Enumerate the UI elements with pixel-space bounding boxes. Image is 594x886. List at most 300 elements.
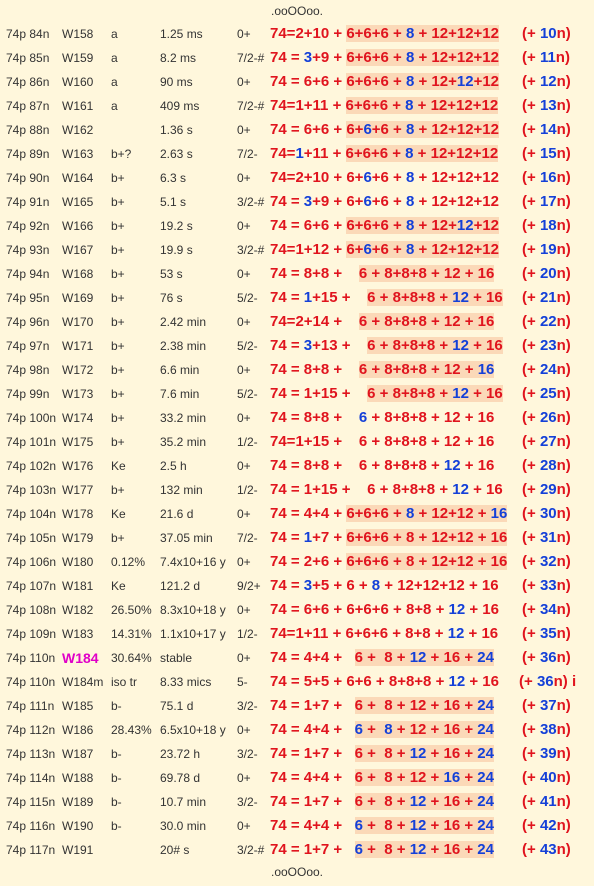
- halflife-cell: 30.0 min: [160, 819, 207, 833]
- formula-segment: 6 + 8+8+8 + 12 + 16: [358, 265, 495, 282]
- table-row: [0, 22, 594, 46]
- decomposition-formula: [270, 289, 503, 307]
- halflife-cell: 2.38 min: [160, 339, 207, 353]
- decay-cell: b+: [111, 219, 125, 233]
- formula-segment: 8: [405, 121, 415, 138]
- formula-segment: 16: [477, 361, 495, 378]
- table-row: [0, 598, 594, 622]
- formula-segment: +7 +: [312, 529, 347, 546]
- spin-cell: 9/2+: [237, 579, 261, 593]
- table-row: [0, 358, 594, 382]
- formula-segment: 24: [477, 697, 494, 714]
- decomposition-formula: [270, 313, 494, 331]
- decomposition-formula: [270, 433, 494, 451]
- spin-cell: 3/2-#: [237, 843, 265, 857]
- halflife-cell: 35.2 min: [160, 435, 207, 449]
- nuclide-cell: 74p 87n: [6, 99, 50, 113]
- table-row: [0, 670, 594, 694]
- neutron-excess: (+ 17n): [522, 193, 571, 210]
- table-row: [0, 454, 594, 478]
- formula-segment: 24: [477, 817, 494, 834]
- isotope-cell: W160: [62, 75, 94, 89]
- table-row: [0, 118, 594, 142]
- neutron-excess: (+ 28n): [522, 457, 571, 474]
- neutron-excess: (+ 14n): [522, 121, 571, 138]
- isotope-cell: W187: [62, 747, 94, 761]
- formula-segment: + 12+12+12: [414, 25, 499, 42]
- formula-segment: 74 =: [270, 337, 304, 354]
- isotope-cell: W172: [62, 363, 94, 377]
- halflife-cell: 6.3 s: [160, 171, 187, 185]
- decay-cell: a: [111, 75, 118, 89]
- nuclide-cell: 74p 111n: [6, 699, 55, 713]
- formula-segment: 12: [409, 745, 427, 762]
- table-row: [0, 550, 594, 574]
- spin-cell: 0+: [237, 123, 251, 137]
- halflife-cell: 19.9 s: [160, 243, 193, 257]
- decay-cell: 14.31%: [111, 627, 152, 641]
- decay-cell: b+: [111, 195, 125, 209]
- formula-segment: +13 +: [312, 337, 368, 354]
- nuclide-cell: 74p 109n: [6, 627, 57, 641]
- decay-cell: b+: [111, 291, 125, 305]
- decay-cell: b+: [111, 339, 125, 353]
- spin-cell: 0+: [237, 723, 251, 737]
- nuclide-cell: 74p 116n: [6, 819, 56, 833]
- decomposition-formula: [270, 385, 503, 403]
- nuclide-cell: 74p 105n: [6, 531, 57, 545]
- formula-segment: 1: [303, 289, 313, 306]
- table-row: [0, 838, 594, 862]
- formula-segment: 6: [363, 241, 372, 258]
- decomposition-formula: [270, 697, 494, 715]
- nuclide-cell: 74p 115n: [6, 795, 56, 809]
- isotope-cell: W178: [62, 507, 94, 521]
- formula-segment: +: [363, 721, 385, 738]
- nuclide-cell: 74p 91n: [6, 195, 50, 209]
- spin-cell: 0+: [237, 459, 251, 473]
- neutron-excess: (+ 37n): [522, 697, 571, 714]
- formula-segment: 16: [443, 769, 461, 786]
- formula-segment: 3: [303, 577, 313, 594]
- neutron-excess: (+ 11n): [522, 49, 570, 66]
- formula-segment: 6+6+6 +: [345, 145, 406, 162]
- formula-segment: 8: [405, 25, 415, 42]
- formula-segment: 8: [384, 721, 393, 738]
- formula-segment: 24: [477, 745, 494, 762]
- table-row: [0, 718, 594, 742]
- halflife-cell: 76 s: [160, 291, 183, 305]
- nuclide-cell: 74p 107n: [6, 579, 57, 593]
- formula-segment: 74 =: [270, 529, 304, 546]
- neutron-excess: (+ 10n): [522, 25, 571, 42]
- table-row: [0, 214, 594, 238]
- formula-segment: 8: [405, 145, 414, 162]
- formula-segment: 74 = 1+7 +: [270, 697, 355, 714]
- formula-segment: 12: [448, 601, 466, 618]
- decomposition-formula: [270, 121, 499, 139]
- nuclide-cell: 74p 99n: [6, 387, 50, 401]
- decay-cell: a: [111, 27, 118, 41]
- decay-cell: 28.43%: [111, 723, 152, 737]
- formula-segment: 6+6+6 + 8 + 12+12 + 16: [346, 529, 508, 546]
- isotope-cell: W185: [62, 699, 94, 713]
- formula-segment: +6 +: [371, 169, 406, 186]
- formula-segment: + 12+12+12: [413, 145, 499, 162]
- decay-cell: a: [111, 99, 118, 113]
- decomposition-formula: [270, 481, 503, 499]
- neutron-excess: (+ 21n): [522, 289, 571, 306]
- decomposition-formula: [270, 601, 499, 619]
- spin-cell: 5/2-: [237, 339, 258, 353]
- table-row: [0, 142, 594, 166]
- decomposition-formula: [270, 529, 507, 547]
- formula-segment: 6: [358, 409, 368, 426]
- formula-segment: 6 + 8+8+8 +: [367, 289, 453, 306]
- formula-segment: 6 + 8+8+8 + 12 +: [358, 361, 478, 378]
- ornament-top: .ooOOoo.: [270, 4, 324, 18]
- isotope-cell: W164: [62, 171, 94, 185]
- table-row: [0, 286, 594, 310]
- formula-segment: 8: [405, 73, 415, 90]
- decomposition-formula: [270, 769, 494, 787]
- nuclide-cell: 74p 104n: [6, 507, 57, 521]
- decomposition-formula: [270, 193, 499, 211]
- spin-cell: 3/2-#: [237, 243, 265, 257]
- halflife-cell: 6.5x10+18 y: [160, 723, 226, 737]
- formula-segment: +9 +: [312, 49, 347, 66]
- table-row: [0, 814, 594, 838]
- halflife-cell: 90 ms: [160, 75, 193, 89]
- formula-segment: +15 +: [312, 289, 368, 306]
- isotope-cell: W174: [62, 411, 94, 425]
- formula-segment: +5 + 6 +: [312, 577, 372, 594]
- isotope-cell: W182: [62, 603, 94, 617]
- formula-segment: 74 = 5+5 + 6+6 + 8+8+8 +: [270, 673, 449, 690]
- neutron-excess: (+ 43n): [522, 841, 571, 858]
- isotope-cell: W162: [62, 123, 94, 137]
- isotope-cell: W184m: [62, 675, 104, 689]
- table-row: [0, 790, 594, 814]
- decay-cell: Ke: [111, 507, 126, 521]
- table-row: [0, 334, 594, 358]
- formula-segment: + 12+12+12: [413, 97, 499, 114]
- formula-segment: + 12+12+12: [414, 169, 499, 186]
- decomposition-formula: [270, 409, 494, 427]
- neutron-excess: (+ 12n): [522, 73, 571, 90]
- isotope-cell: W177: [62, 483, 94, 497]
- spin-cell: 0+: [237, 555, 251, 569]
- formula-segment: 6+: [346, 169, 364, 186]
- formula-segment: 8: [405, 169, 415, 186]
- spin-cell: 3/2-#: [237, 195, 265, 209]
- halflife-cell: 121.2 d: [160, 579, 201, 593]
- table-row: [0, 46, 594, 70]
- neutron-excess: (+ 36n) i: [519, 673, 577, 690]
- halflife-cell: 5.1 s: [160, 195, 187, 209]
- formula-segment: +9 +: [312, 193, 347, 210]
- formula-segment: + 16: [468, 289, 503, 306]
- formula-segment: + 12 + 16 +: [392, 721, 478, 738]
- formula-segment: 74 = 1+7 +: [270, 793, 355, 810]
- isotope-cell: W188: [62, 771, 94, 785]
- formula-segment: 6 + 8 +: [354, 745, 410, 762]
- formula-segment: 3: [303, 193, 313, 210]
- decay-cell: b+: [111, 267, 125, 281]
- decay-cell: b-: [111, 699, 122, 713]
- decomposition-formula: [270, 49, 499, 67]
- neutron-excess: (+ 18n): [522, 217, 571, 234]
- nuclide-cell: 74p 86n: [6, 75, 50, 89]
- decomposition-formula: [270, 841, 494, 859]
- formula-segment: 6: [354, 721, 363, 738]
- isotope-cell: W170: [62, 315, 94, 329]
- decay-cell: b+: [111, 411, 125, 425]
- formula-segment: + 16 +: [426, 793, 478, 810]
- formula-segment: 6+6+6 +: [346, 73, 406, 90]
- decay-cell: b+: [111, 483, 125, 497]
- formula-segment: 12: [409, 841, 427, 858]
- formula-segment: 74 =: [270, 289, 304, 306]
- formula-segment: +: [460, 769, 478, 786]
- formula-segment: + 12+12+12: [414, 193, 499, 210]
- formula-segment: 74=2+10 +: [270, 25, 347, 42]
- formula-segment: + 16 +: [426, 745, 478, 762]
- spin-cell: 0+: [237, 771, 251, 785]
- spin-cell: 0+: [237, 267, 251, 281]
- formula-segment: + 16 +: [426, 841, 478, 858]
- formula-segment: 74 = 8+8 + 6 + 8+8+8 +: [270, 457, 444, 474]
- formula-segment: 6+6+6 +: [346, 25, 406, 42]
- isotope-cell: W167: [62, 243, 94, 257]
- decomposition-formula: [270, 745, 494, 763]
- formula-segment: 8: [405, 97, 414, 114]
- decomposition-formula: [270, 73, 499, 91]
- table-row: [0, 574, 594, 598]
- formula-segment: 6 + 8+8+8 +: [367, 337, 453, 354]
- formula-segment: 74 = 6+6 + 6+6+6 + 8+8 +: [270, 601, 449, 618]
- decay-cell: 0.12%: [111, 555, 146, 569]
- spin-cell: 1/2-: [237, 435, 258, 449]
- halflife-cell: 20# s: [160, 843, 190, 857]
- formula-segment: + 12+12+12: [414, 241, 499, 258]
- spin-cell: 1/2-: [237, 627, 258, 641]
- formula-segment: 12: [409, 817, 427, 834]
- neutron-excess: (+ 23n): [522, 337, 571, 354]
- halflife-cell: 2.42 min: [160, 315, 207, 329]
- decay-cell: b+: [111, 171, 125, 185]
- decay-cell: b+: [111, 363, 125, 377]
- formula-segment: 12: [448, 673, 466, 690]
- neutron-excess: (+ 16n): [522, 169, 571, 186]
- formula-segment: 24: [477, 841, 494, 858]
- formula-segment: 6: [363, 193, 372, 210]
- halflife-cell: stable: [160, 651, 193, 665]
- nuclide-cell: 74p 102n: [6, 459, 57, 473]
- decomposition-formula: [270, 793, 494, 811]
- formula-segment: + 12+12+12: [414, 121, 499, 138]
- table-row: [0, 646, 594, 670]
- formula-segment: 12: [456, 73, 474, 90]
- formula-segment: + 8+8+8 + 12 + 16: [367, 409, 495, 426]
- formula-segment: + 12+: [414, 73, 457, 90]
- formula-segment: 74 = 2+6 +: [270, 553, 347, 570]
- formula-segment: 74=2+10 +: [270, 169, 347, 186]
- neutron-excess: (+ 24n): [522, 361, 571, 378]
- formula-segment: 74=: [270, 145, 296, 162]
- formula-segment: 24: [477, 769, 494, 786]
- nuclide-cell: 74p 85n: [6, 51, 50, 65]
- nuclide-cell: 74p 110n: [6, 651, 56, 665]
- formula-segment: 6: [354, 841, 363, 858]
- isotope-cell: W168: [62, 267, 94, 281]
- formula-segment: 12: [456, 217, 474, 234]
- formula-segment: 74 = 4+4 +: [270, 721, 355, 738]
- spin-cell: 3/2-: [237, 699, 258, 713]
- formula-segment: 16: [490, 505, 508, 522]
- nuclide-cell: 74p 96n: [6, 315, 50, 329]
- formula-segment: 8: [371, 577, 381, 594]
- decomposition-formula: [270, 721, 494, 739]
- nuclide-cell: 74p 92n: [6, 219, 50, 233]
- table-row: [0, 526, 594, 550]
- nuclide-cell: 74p 97n: [6, 339, 50, 353]
- formula-segment: 8: [405, 241, 415, 258]
- table-row: [0, 310, 594, 334]
- neutron-excess: (+ 25n): [522, 385, 571, 402]
- formula-segment: 8: [405, 193, 415, 210]
- halflife-cell: 7.4x10+16 y: [160, 555, 226, 569]
- nuclide-cell: 74p 90n: [6, 171, 50, 185]
- decay-cell: Ke: [111, 459, 126, 473]
- formula-segment: 74 = 1+7 +: [270, 745, 355, 762]
- nuclide-cell: 74p 112n: [6, 723, 56, 737]
- nuclide-cell: 74p 110n: [6, 675, 56, 689]
- formula-segment: + 8 +: [363, 841, 410, 858]
- formula-segment: 6: [363, 169, 372, 186]
- formula-segment: 74 =: [270, 193, 304, 210]
- isotope-cell: W161: [62, 99, 94, 113]
- decay-cell: b-: [111, 795, 122, 809]
- formula-segment: 24: [477, 793, 494, 810]
- formula-segment: 3: [303, 337, 313, 354]
- decay-cell: b-: [111, 819, 122, 833]
- isotope-cell: W179: [62, 531, 94, 545]
- decomposition-formula: [270, 505, 507, 523]
- formula-segment: +6 +: [371, 241, 406, 258]
- nuclide-cell: 74p 95n: [6, 291, 50, 305]
- table-row: [0, 478, 594, 502]
- nuclide-cell: 74p 103n: [6, 483, 57, 497]
- spin-cell: 0+: [237, 507, 251, 521]
- formula-segment: + 12+: [414, 217, 457, 234]
- halflife-cell: 2.63 s: [160, 147, 193, 161]
- spin-cell: 7/2-#: [237, 51, 265, 65]
- formula-segment: + 16 +: [426, 649, 478, 666]
- nuclide-cell: 74p 88n: [6, 123, 50, 137]
- decomposition-formula: [270, 337, 503, 355]
- formula-segment: + 16: [468, 481, 503, 498]
- spin-cell: 0+: [237, 219, 251, 233]
- halflife-cell: 8.2 ms: [160, 51, 197, 65]
- formula-segment: 8: [405, 49, 415, 66]
- formula-segment: 74 = 4+4 +: [270, 769, 355, 786]
- halflife-cell: 2.5 h: [160, 459, 187, 473]
- formula-segment: 24: [477, 649, 494, 666]
- formula-segment: 74 = 1+15 + 6 + 8+8+8 +: [270, 481, 453, 498]
- table-row: [0, 766, 594, 790]
- neutron-excess: (+ 40n): [522, 769, 571, 786]
- formula-segment: 6: [363, 121, 372, 138]
- formula-segment: 6 + 8 +: [354, 649, 410, 666]
- table-row: [0, 622, 594, 646]
- spin-cell: 0+: [237, 651, 251, 665]
- isotope-cell: W169: [62, 291, 94, 305]
- decay-cell: b-: [111, 747, 122, 761]
- neutron-excess: (+ 26n): [522, 409, 571, 426]
- decay-cell: 26.50%: [111, 603, 152, 617]
- formula-segment: 12: [409, 649, 427, 666]
- spin-cell: 7/2-: [237, 147, 258, 161]
- nuclide-cell: 74p 117n: [6, 843, 56, 857]
- formula-segment: + 12+12+12: [414, 49, 499, 66]
- decomposition-formula: [270, 241, 499, 259]
- ornament-bottom: .ooOOoo.: [270, 865, 324, 879]
- halflife-cell: 8.33 mics: [160, 675, 212, 689]
- spin-cell: 5/2-: [237, 291, 258, 305]
- decomposition-formula: [270, 625, 498, 643]
- neutron-excess: (+ 36n): [522, 649, 571, 666]
- halflife-cell: 23.72 h: [160, 747, 201, 761]
- formula-segment: + 16: [465, 601, 499, 618]
- decomposition-formula: [270, 217, 499, 235]
- halflife-cell: 37.05 min: [160, 531, 213, 545]
- neutron-excess: (+ 39n): [522, 745, 571, 762]
- halflife-cell: 75.1 d: [160, 699, 194, 713]
- formula-segment: +12: [473, 217, 500, 234]
- decomposition-formula: [270, 577, 499, 595]
- formula-segment: 74 = 6+6 +: [270, 73, 347, 90]
- decomposition-formula: [270, 265, 494, 283]
- isotope-cell: W191: [62, 843, 94, 857]
- neutron-excess: (+ 38n): [522, 721, 571, 738]
- spin-cell: 0+: [237, 75, 251, 89]
- halflife-cell: 69.78 d: [160, 771, 201, 785]
- formula-segment: +6 +: [371, 121, 406, 138]
- formula-segment: 74=1+12 +: [270, 241, 347, 258]
- decay-cell: b+?: [111, 147, 132, 161]
- formula-segment: 74 = 6+6 +: [270, 121, 347, 138]
- formula-segment: 6+6+6 +: [345, 97, 406, 114]
- spin-cell: 3/2-: [237, 795, 258, 809]
- table-row: [0, 742, 594, 766]
- nuclide-cell: 74p 114n: [6, 771, 56, 785]
- decomposition-formula: [270, 25, 499, 43]
- table-row: [0, 94, 594, 118]
- table-row: [0, 502, 594, 526]
- decay-cell: iso tr: [111, 675, 138, 689]
- formula-segment: 12: [452, 337, 469, 354]
- formula-segment: + 16: [468, 337, 503, 354]
- isotope-cell: W180: [62, 555, 94, 569]
- formula-segment: 6+: [346, 241, 364, 258]
- spin-cell: 0+: [237, 27, 251, 41]
- formula-segment: 74=1+11 + 6+6+6 + 8+8 +: [270, 625, 448, 642]
- table-row: [0, 238, 594, 262]
- formula-segment: 74 = 1+15 +: [270, 385, 368, 402]
- nuclide-cell: 74p 113n: [6, 747, 56, 761]
- decay-cell: b+: [111, 243, 125, 257]
